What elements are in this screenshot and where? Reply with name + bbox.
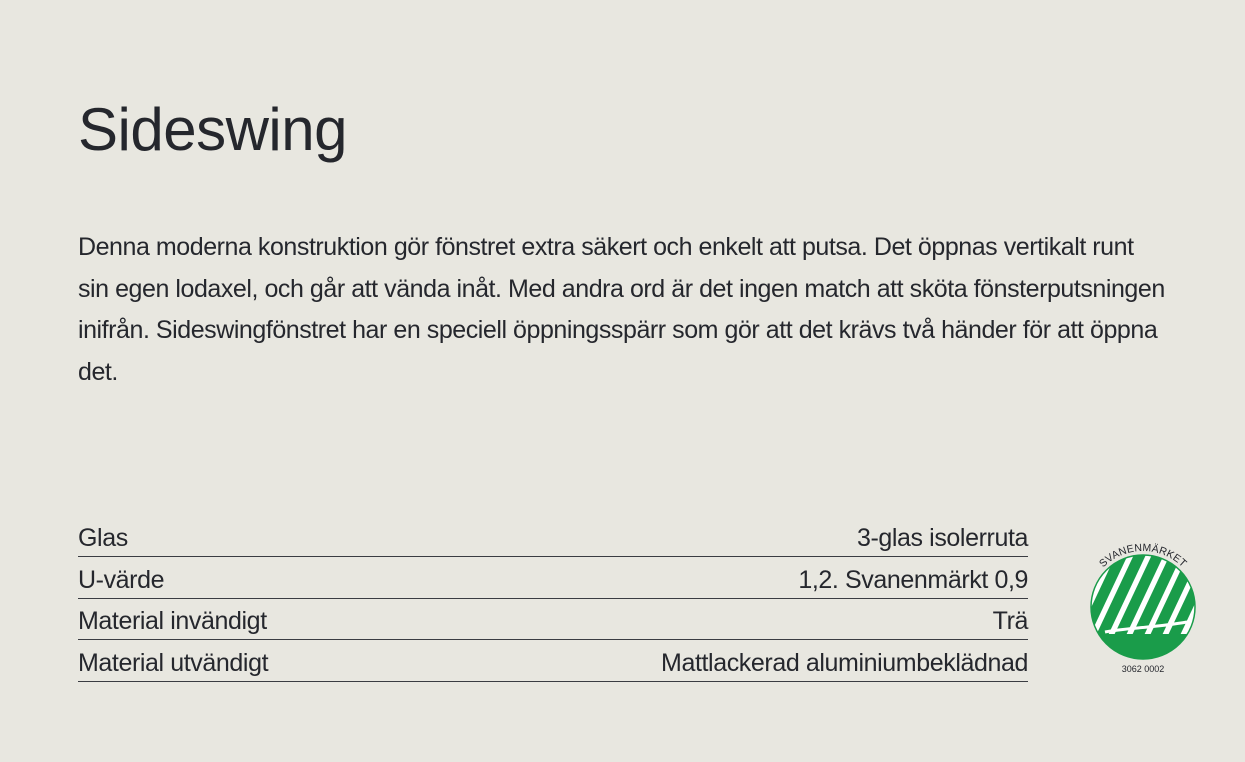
spec-value: Mattlackerad aluminiumbeklädnad xyxy=(661,648,1028,677)
spec-value: 3-glas isolerruta xyxy=(856,524,1028,552)
page-title: Sideswing xyxy=(78,96,347,163)
ecolabel-license-number: 3062 0002 xyxy=(1121,664,1165,674)
nordic-swan-ecolabel-icon xyxy=(1083,534,1203,684)
product-description: Denna moderna konstruktion gör fönstret extra säkert och enkelt att putsa. Det öppnas vertikalt runt sin egen lodaxel, och går att vända inåt. Med andra ord är det ingen match att sköta fönsterputsningen inifrån. Sideswingfönstret har en speciell öppningsspärr som gör att det krävs två händer för att öppna det. xyxy=(78,233,1165,386)
spec-label: Glas xyxy=(78,524,128,552)
spec-row-material-invandigt xyxy=(78,599,1028,641)
spec-label: Material utvändigt xyxy=(78,648,269,677)
spec-table xyxy=(78,517,1028,682)
spec-value: 1,2. Svanenmärkt 0,9 xyxy=(798,565,1028,594)
spec-label: U-värde xyxy=(78,565,165,594)
spec-row-u-varde xyxy=(78,557,1028,599)
spec-value: Trä xyxy=(992,607,1028,635)
spec-row-glas xyxy=(78,517,1028,557)
spec-label: Material invändigt xyxy=(78,607,267,635)
ecolabel-arc-text: SVANENMÄRKET xyxy=(1097,541,1189,570)
spec-row-material-utvandigt xyxy=(78,640,1028,682)
